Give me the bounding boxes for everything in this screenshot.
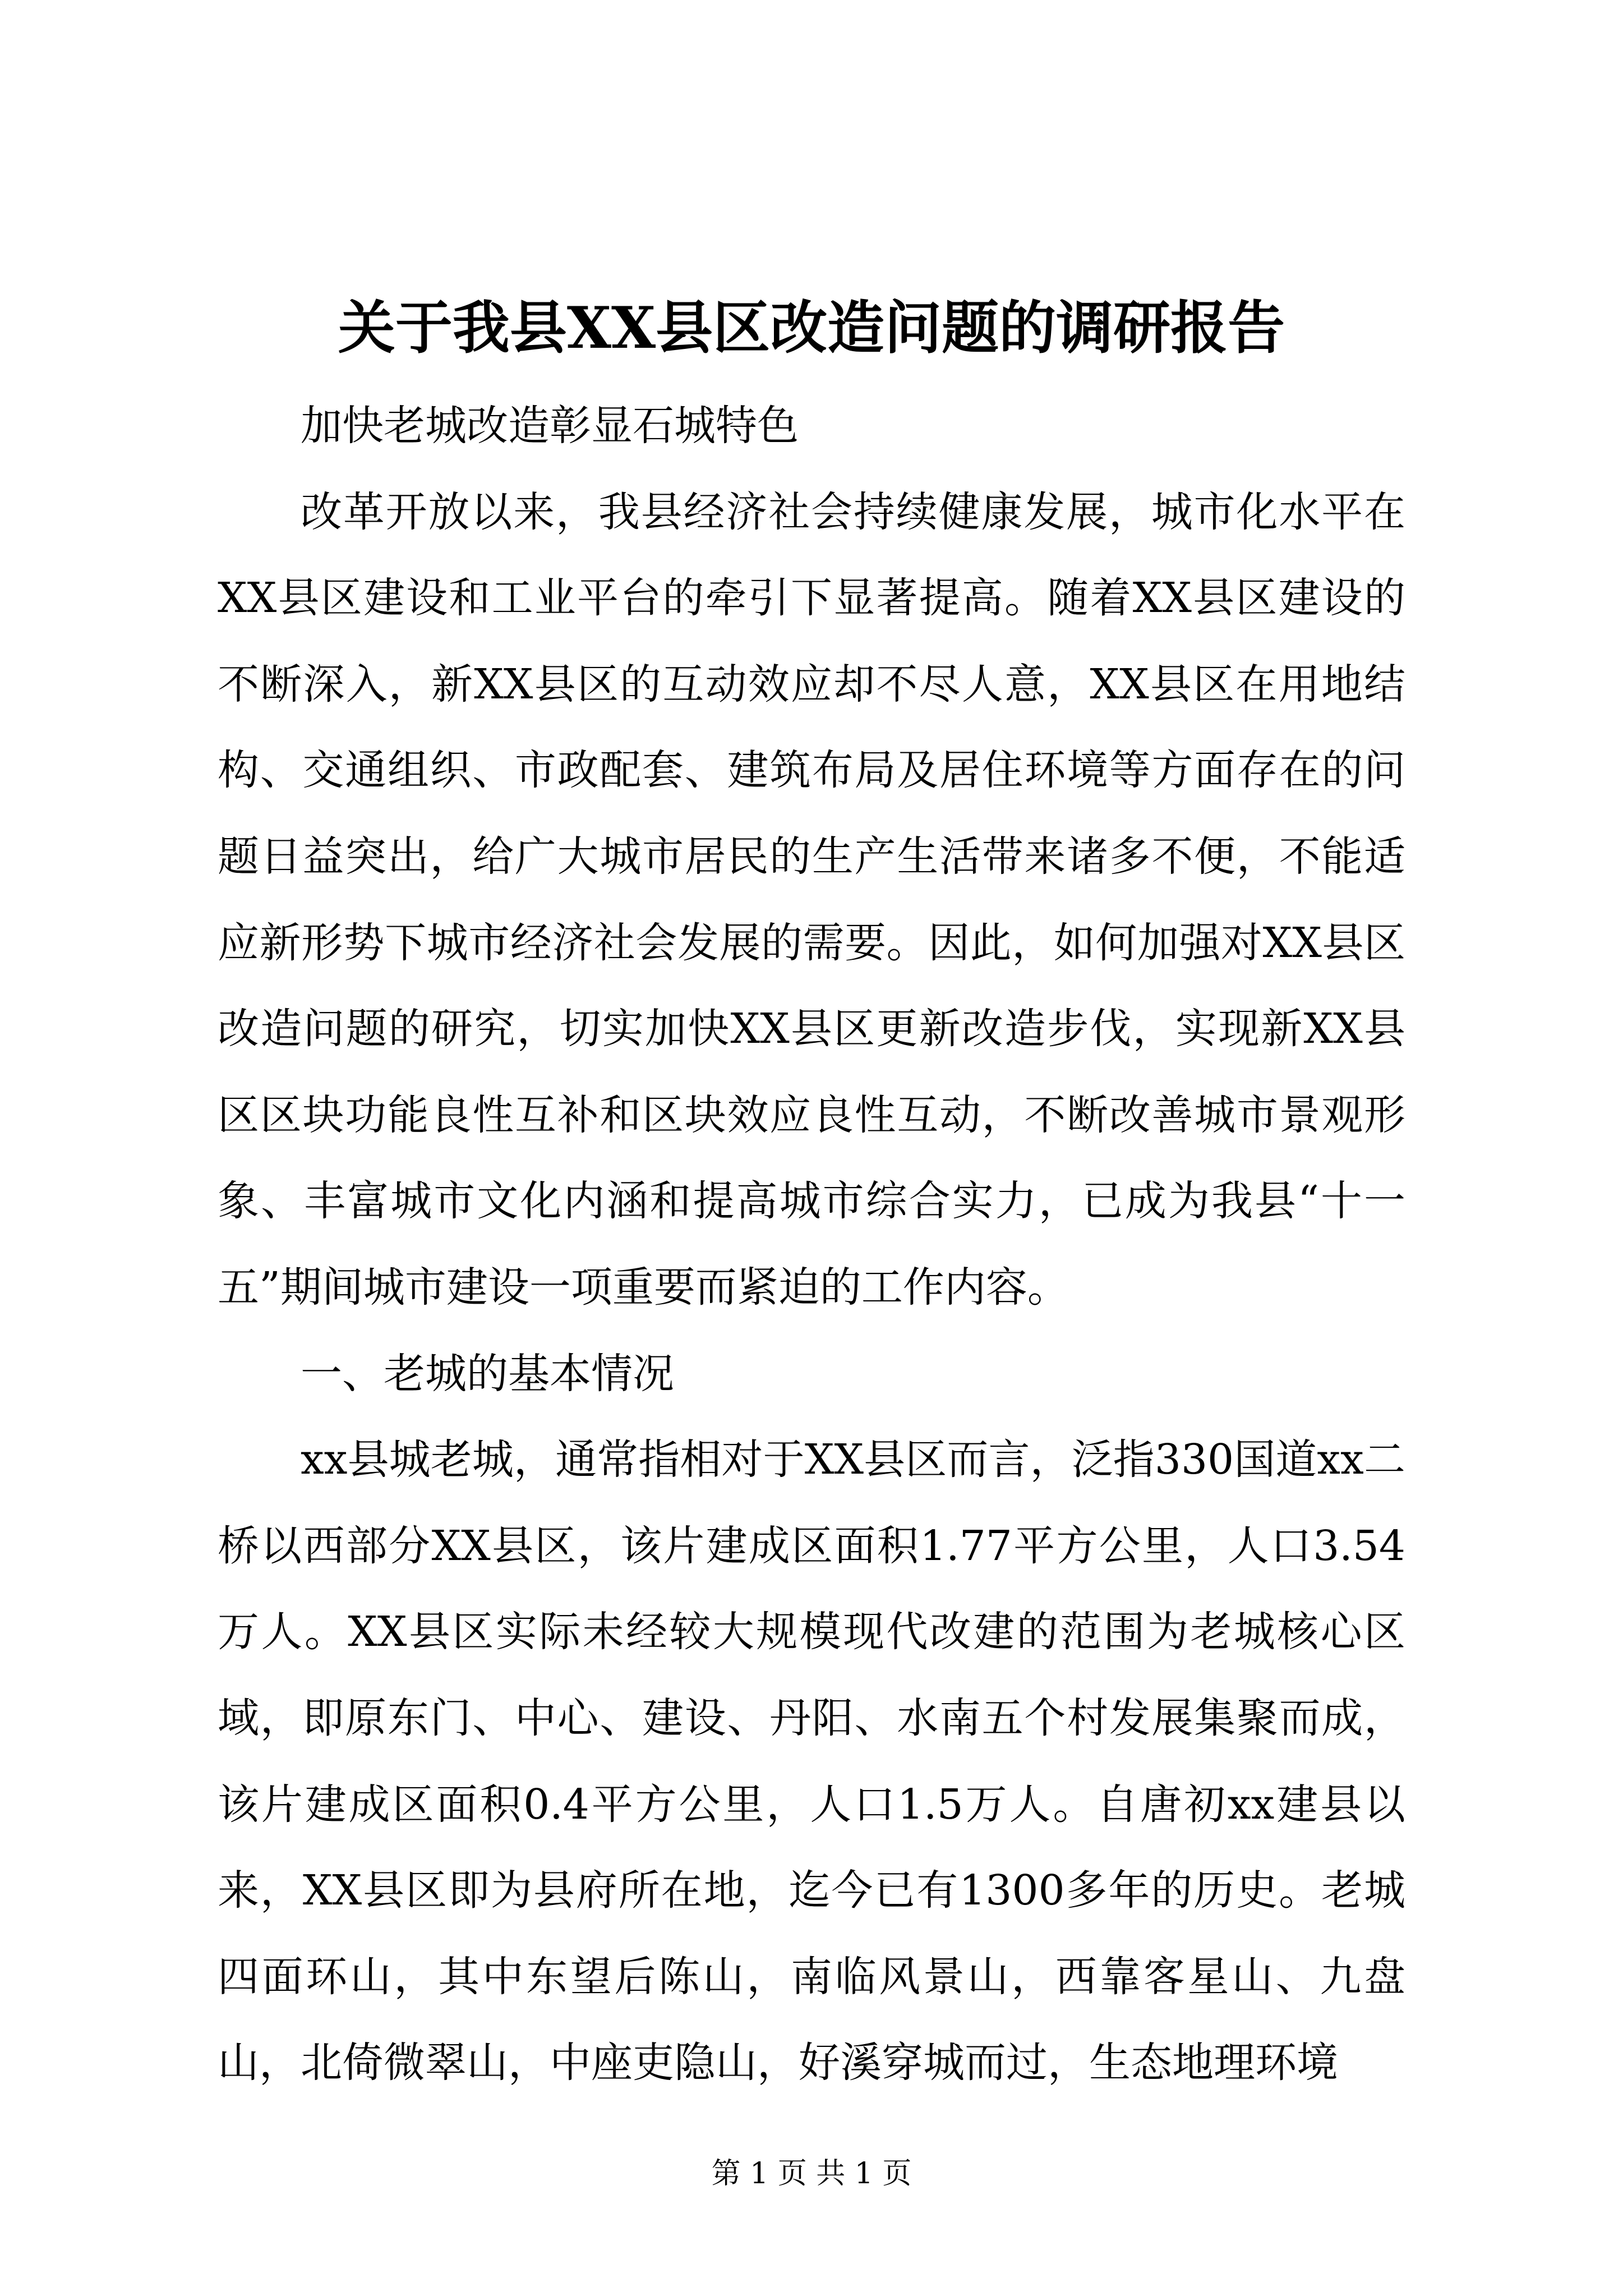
page-number-footer: 第 1 页 共 1 页 <box>711 2157 912 2191</box>
document-title: 关于我县XX县区改造问题的调研报告 <box>338 295 1285 362</box>
section-heading: 一、老城的基本情况 <box>301 1349 674 1398</box>
subtitle-paragraph: 加快老城改造彰显石城特色 <box>301 402 799 450</box>
intro-paragraph: 改革开放以来，我县经济社会持续健康发展，城市化水平在XX县区建设和工业平台的牵引下显著提高。随着XX县区建设的不断深入，新XX县区的互动效应却不尽人意，XX县区在用地结构、交通组织、市政配套、建筑布局及居住环境等方面存在的问题日益突出，给广大城市居民的生产生活带来诸多不便，不能适应新形势下城市经济社会发展的需要。因此，如何加强对XX县区改造问题的研究，切实加快XX县区更新改造步伐，实现新XX县区区块功能良性互补和区块效应良性互动，不断改善城市景观形象、丰富城市文化内涵和提高城市综合实力，已成为我县“十一五”期间城市建设一项重要而紧迫的工作内容。 <box>218 487 1405 1312</box>
document-body <box>218 383 1405 2106</box>
section-paragraph: xx县城老城，通常指相对于XX县区而言，泛指330国道xx二桥以西部分XX县区，该片建成区面积1.77平方公里，人口3.54万人。XX县区实际未经较大规模现代改建的范围为老城核心区域，即原东门、中心、建设、丹阳、水南五个村发展集聚而成，该片建成区面积0.4平方公里，人口1.5万人。自唐初xx建县以来，XX县区即为县府所在地，迄今已有1300多年的历史。老城四面环山，其中东望后陈山，南临风景山，西靠客星山、九盘山，北倚微翠山，中座吏隐山，好溪穿城而过，生态地理环境 <box>218 1435 1405 2087</box>
